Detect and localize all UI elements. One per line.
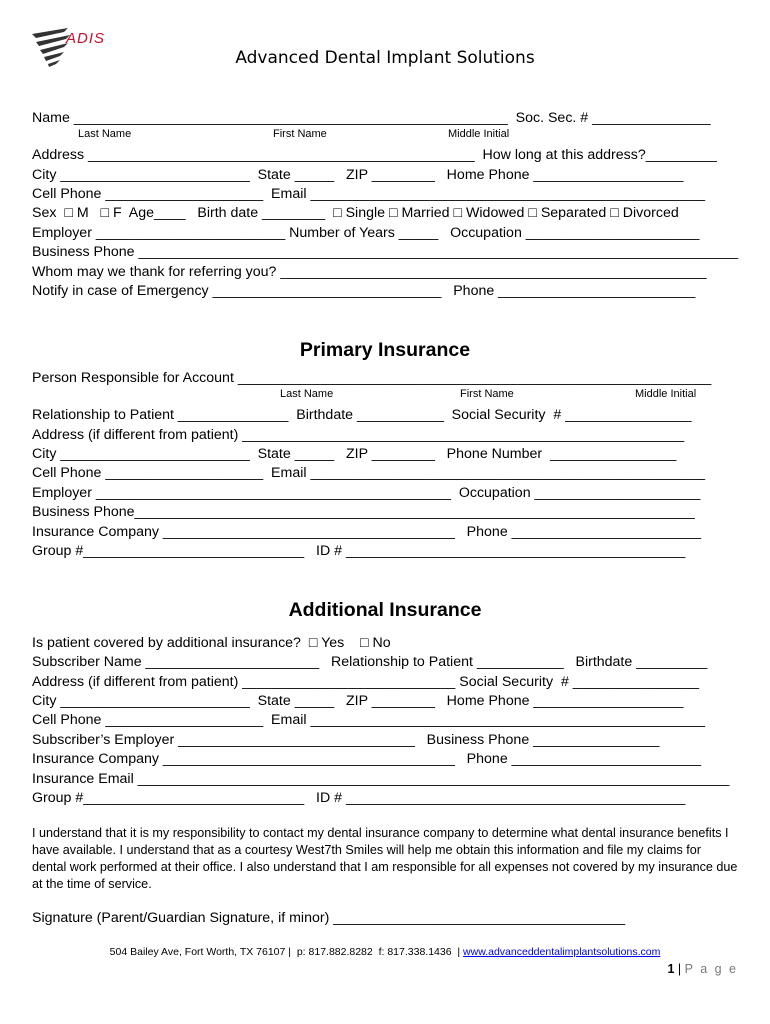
- business-phone-line: Business Phone ____________________________________________________________________________: [32, 244, 739, 260]
- logo-text: ADIS: [66, 30, 106, 47]
- primary-city-line: City ________________________ State _____ ZIP ________ Phone Number ________________: [32, 446, 677, 462]
- subscriber-name-line: Subscriber Name ______________________ Relationship to Patient ___________ Birthdate _________: [32, 654, 708, 670]
- additional-address-line: Address (if different from patient) ___________________________ Social Security # ________________: [32, 674, 700, 690]
- footer: [0, 946, 770, 958]
- responsible-sub-first: First Name: [460, 388, 514, 400]
- additional-insurance-company-line: Insurance Company _____________________________________ Phone ________________________: [32, 751, 702, 767]
- primary-group-line: Group #____________________________ ID # ___________________________________________: [32, 543, 686, 559]
- name-sub-middle: Middle Initial: [448, 128, 510, 140]
- city-line: City ________________________ State _____ ZIP ________ Home Phone ___________________: [32, 167, 684, 183]
- primary-address-line: Address (if different from patient) ________________________________________________________: [32, 427, 685, 443]
- sex-age-line: Sex □ M □ F Age____ Birth date ________ □ Single □ Married □ Widowed □ Separated □ Divorced: [32, 205, 679, 221]
- emergency-line: Notify in case of Emergency _____________________________ Phone _________________________: [32, 283, 696, 299]
- insurance-email-line: Insurance Email ___________________________________________________________________________: [32, 771, 730, 787]
- responsible-sub-middle: Middle Initial: [635, 388, 697, 400]
- subscriber-employer-line: Subscriber’s Employer ______________________________ Business Phone ________________: [32, 732, 660, 748]
- signature-line: Signature (Parent/Guardian Signature, if minor) _____________________________________: [32, 910, 626, 926]
- employer-line: Employer ________________________ Number of Years _____ Occupation ______________________: [32, 225, 700, 241]
- additional-covered-line: Is patient covered by additional insurance? □ Yes □ No: [32, 635, 391, 651]
- address-line: Address _________________________________________________ How long at this address?_________: [32, 147, 717, 163]
- referral-line: Whom may we thank for referring you? ______________________________________________________: [32, 264, 707, 280]
- website-link[interactable]: www.advanceddentalimplantsolutions.com: [463, 946, 661, 958]
- footer-contact: 504 Bailey Ave, Fort Worth, TX 76107 | p: 817.882.8282 f: 817.338.1436 |: [109, 946, 464, 958]
- responsible-line: Person Responsible for Account ____________________________________________________________: [32, 370, 712, 386]
- relationship-line: Relationship to Patient ______________ Birthdate ___________ Social Security # ________________: [32, 407, 692, 423]
- page-number: [667, 962, 738, 976]
- page-separator: |: [674, 962, 685, 976]
- responsibility-statement: I understand that it is my responsibility to contact my dental insurance company to determine what dental insurance benefits I have available. I understand that as a courtesy West7th Smiles will help me obtain this information and file my claims for dental work performed at their office. I also understand that I am responsible for all expenses not covered by my insurance due at the time of service.: [32, 826, 738, 891]
- document-title: Advanced Dental Implant Solutions: [235, 48, 535, 68]
- additional-insurance-heading: Additional Insurance: [288, 599, 482, 621]
- additional-group-line: Group #____________________________ ID # ___________________________________________: [32, 790, 686, 806]
- primary-employer-line: Employer _____________________________________________ Occupation _____________________: [32, 485, 701, 501]
- name-sub-first: First Name: [273, 128, 327, 140]
- primary-insurance-heading: Primary Insurance: [299, 339, 471, 361]
- cell-phone-line: Cell Phone ____________________ Email __________________________________________________: [32, 186, 705, 202]
- additional-city-line: City ________________________ State _____ ZIP ________ Home Phone ___________________: [32, 693, 684, 709]
- name-sub-last: Last Name: [78, 128, 132, 140]
- name-line: Name _______________________________________________________ Soc. Sec. # _______________: [32, 110, 711, 126]
- primary-insurance-company-line: Insurance Company _____________________________________ Phone ________________________: [32, 524, 702, 540]
- page-number-value: 1: [667, 962, 675, 976]
- primary-cell-line: Cell Phone ____________________ Email __________________________________________________: [32, 465, 705, 481]
- page-label: P a g e: [684, 962, 738, 976]
- additional-cell-line: Cell Phone ____________________ Email __________________________________________________: [32, 712, 705, 728]
- primary-business-phone-line: Business Phone_______________________________________________________________________: [32, 504, 695, 520]
- responsible-sub-last: Last Name: [280, 388, 334, 400]
